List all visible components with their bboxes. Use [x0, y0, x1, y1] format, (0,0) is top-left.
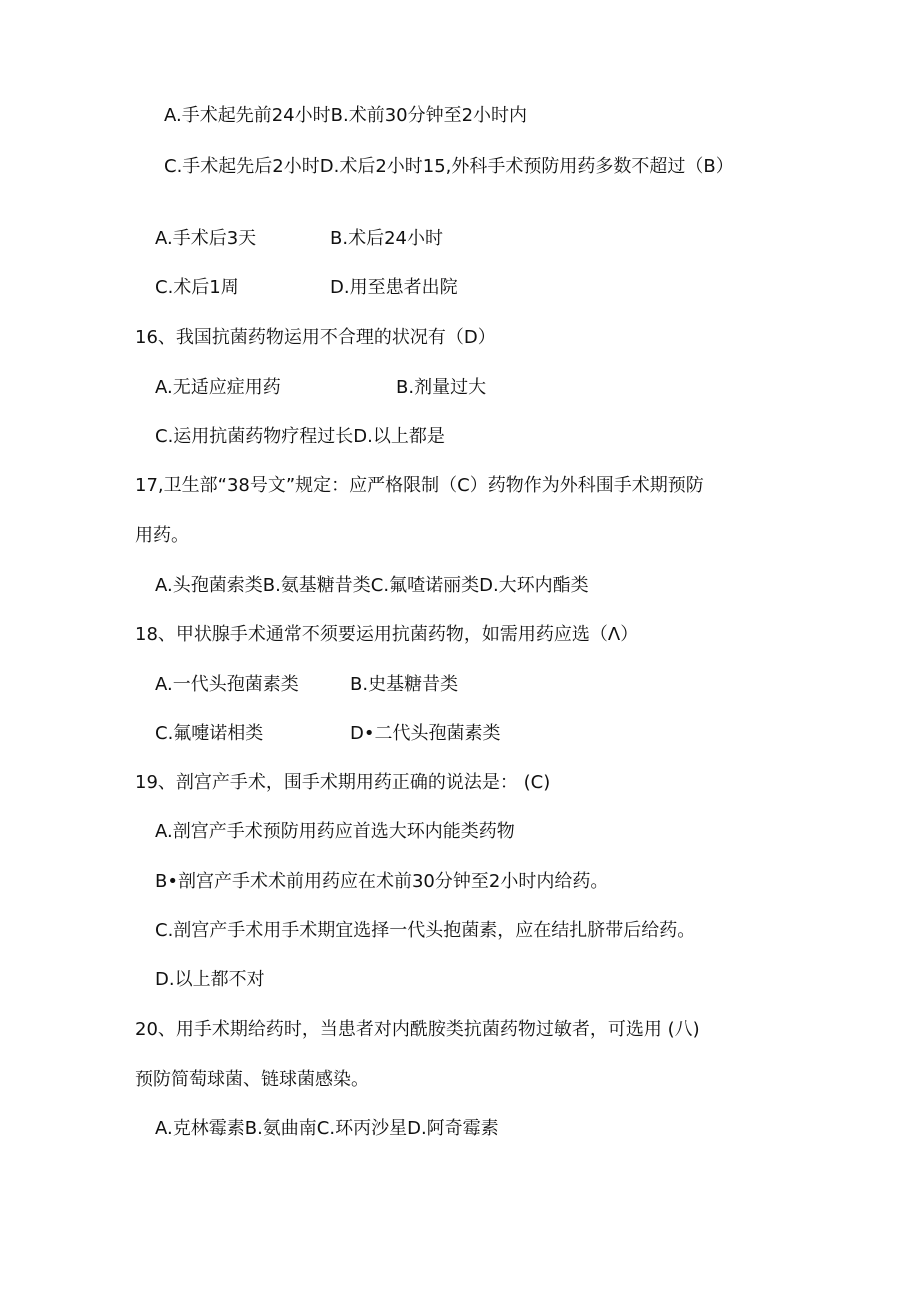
q19-option-c: C.剖宫产手术用手术期宜选择一代头抱菌素，应在结扎脐带后给药。	[155, 920, 696, 941]
q19-option-a: A.剖宫产手术预防用药应首选大环内能类药物	[155, 821, 515, 842]
q19-option-b: B•剖宫产手术术前用药应在术前30分钟至2小时内给药。	[155, 871, 609, 892]
q18-option-b: B.史基糖昔类	[350, 674, 459, 695]
q18-stem: 18、甲状腺手术通常不须要运用抗菌药物，如需用药应选（Λ）	[135, 624, 639, 645]
q20-stem-line1: 20、用手术期给药时，当患者对内酰胺类抗菌药物过敏者，可选用 (八)	[135, 1019, 700, 1040]
q15-option-d: D.用至患者出院	[330, 277, 458, 298]
q18-option-c: C.氟嚏诺相类	[155, 723, 264, 744]
q16-option-b: B.剂量过大	[396, 377, 487, 398]
q15-option-a: A.手术后3天	[155, 228, 257, 249]
q16-options-cd: C.运用抗菌药物疗程过长D.以上都是	[155, 426, 445, 447]
q14-options-ab: A.手术起先前24小时B.术前30分钟至2小时内	[164, 105, 528, 126]
q18-option-d: D•二代头孢菌素类	[350, 723, 501, 744]
q15-option-c: C.术后1周	[155, 277, 239, 298]
q20-options: A.克林霉素B.氨曲南C.环丙沙星D.阿奇霉素	[155, 1118, 499, 1139]
q20-stem-line2: 预防简萄球菌、链球菌感染。	[135, 1069, 369, 1090]
q15-option-b: B.术后24小时	[330, 228, 443, 249]
q16-option-a: A.无适应症用药	[155, 377, 281, 398]
q14-options-cd-q15-stem: C.手术起先后2小时D.术后2小时15,外科手术预防用药多数不超过（B）	[164, 156, 734, 177]
q19-option-d: D.以上都不对	[155, 969, 265, 990]
q18-option-a: A.一代头孢菌素类	[155, 674, 299, 695]
q17-stem-line2: 用药。	[135, 525, 189, 546]
q19-stem: 19、剖宫产手术，围手术期用药正确的说法是： (C)	[135, 772, 551, 793]
q16-stem: 16、我国抗菌药物运用不合理的状况有（D）	[135, 327, 496, 348]
q17-stem-line1: 17,卫生部“38号文”规定：应严格限制（C）药物作为外科围手术期预防	[135, 475, 704, 496]
q17-options: A.头孢菌索类B.氨基糖昔类C.氟喳诺丽类D.大环内酯类	[155, 575, 589, 596]
